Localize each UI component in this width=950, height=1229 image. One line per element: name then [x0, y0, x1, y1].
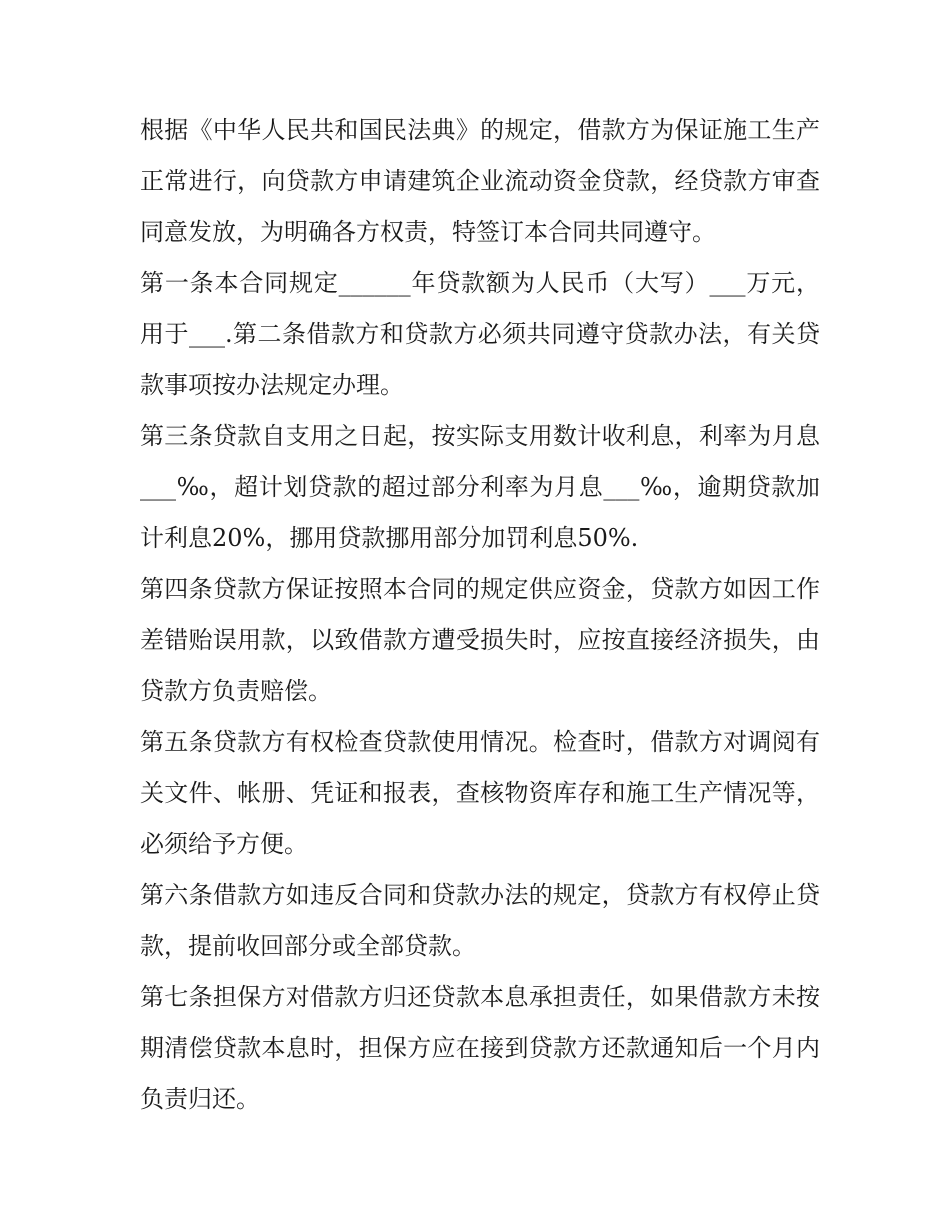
preamble-paragraph: 根据《中华人民共和国民法典》的规定，借款方为保证施工生产正常进行，向贷款方申请建筑企业流动资金贷款，经贷款方审查同意发放，为明确各方权责，特签订本合同共同遵守。 [140, 116, 820, 246]
article-3-paragraph: 第三条贷款自支用之日起，按实际支用数计收利息，利率为月息___‰，超计划贷款的超过部分利率为月息___‰，逾期贷款加计利息20%，挪用贷款挪用部分加罚利息50%. [140, 422, 820, 552]
article-4-paragraph: 第四条贷款方保证按照本合同的规定供应资金，贷款方如因工作差错贻误用款，以致借款方遭受损失时，应按直接经济损失，由贷款方负责赔偿。 [140, 575, 820, 705]
article-5-paragraph: 第五条贷款方有权检查贷款使用情况。检查时，借款方对调阅有关文件、帐册、凭证和报表，查核物资库存和施工生产情况等，必须给予方便。 [140, 728, 820, 858]
article-7-paragraph: 第七条担保方对借款方归还贷款本息承担责任，如果借款方未按期清偿贷款本息时，担保方应在接到贷款方还款通知后一个月内负责归还。 [140, 983, 820, 1113]
contract-body [140, 105, 820, 1125]
article-1-paragraph: 第一条本合同规定______年贷款额为人民币（大写）___万元，用于___.第二条借款方和贷款方必须共同遵守贷款办法，有关贷款事项按办法规定办理。 [140, 269, 820, 399]
article-6-paragraph: 第六条借款方如违反合同和贷款办法的规定，贷款方有权停止贷款，提前收回部分或全部贷款。 [140, 881, 820, 960]
